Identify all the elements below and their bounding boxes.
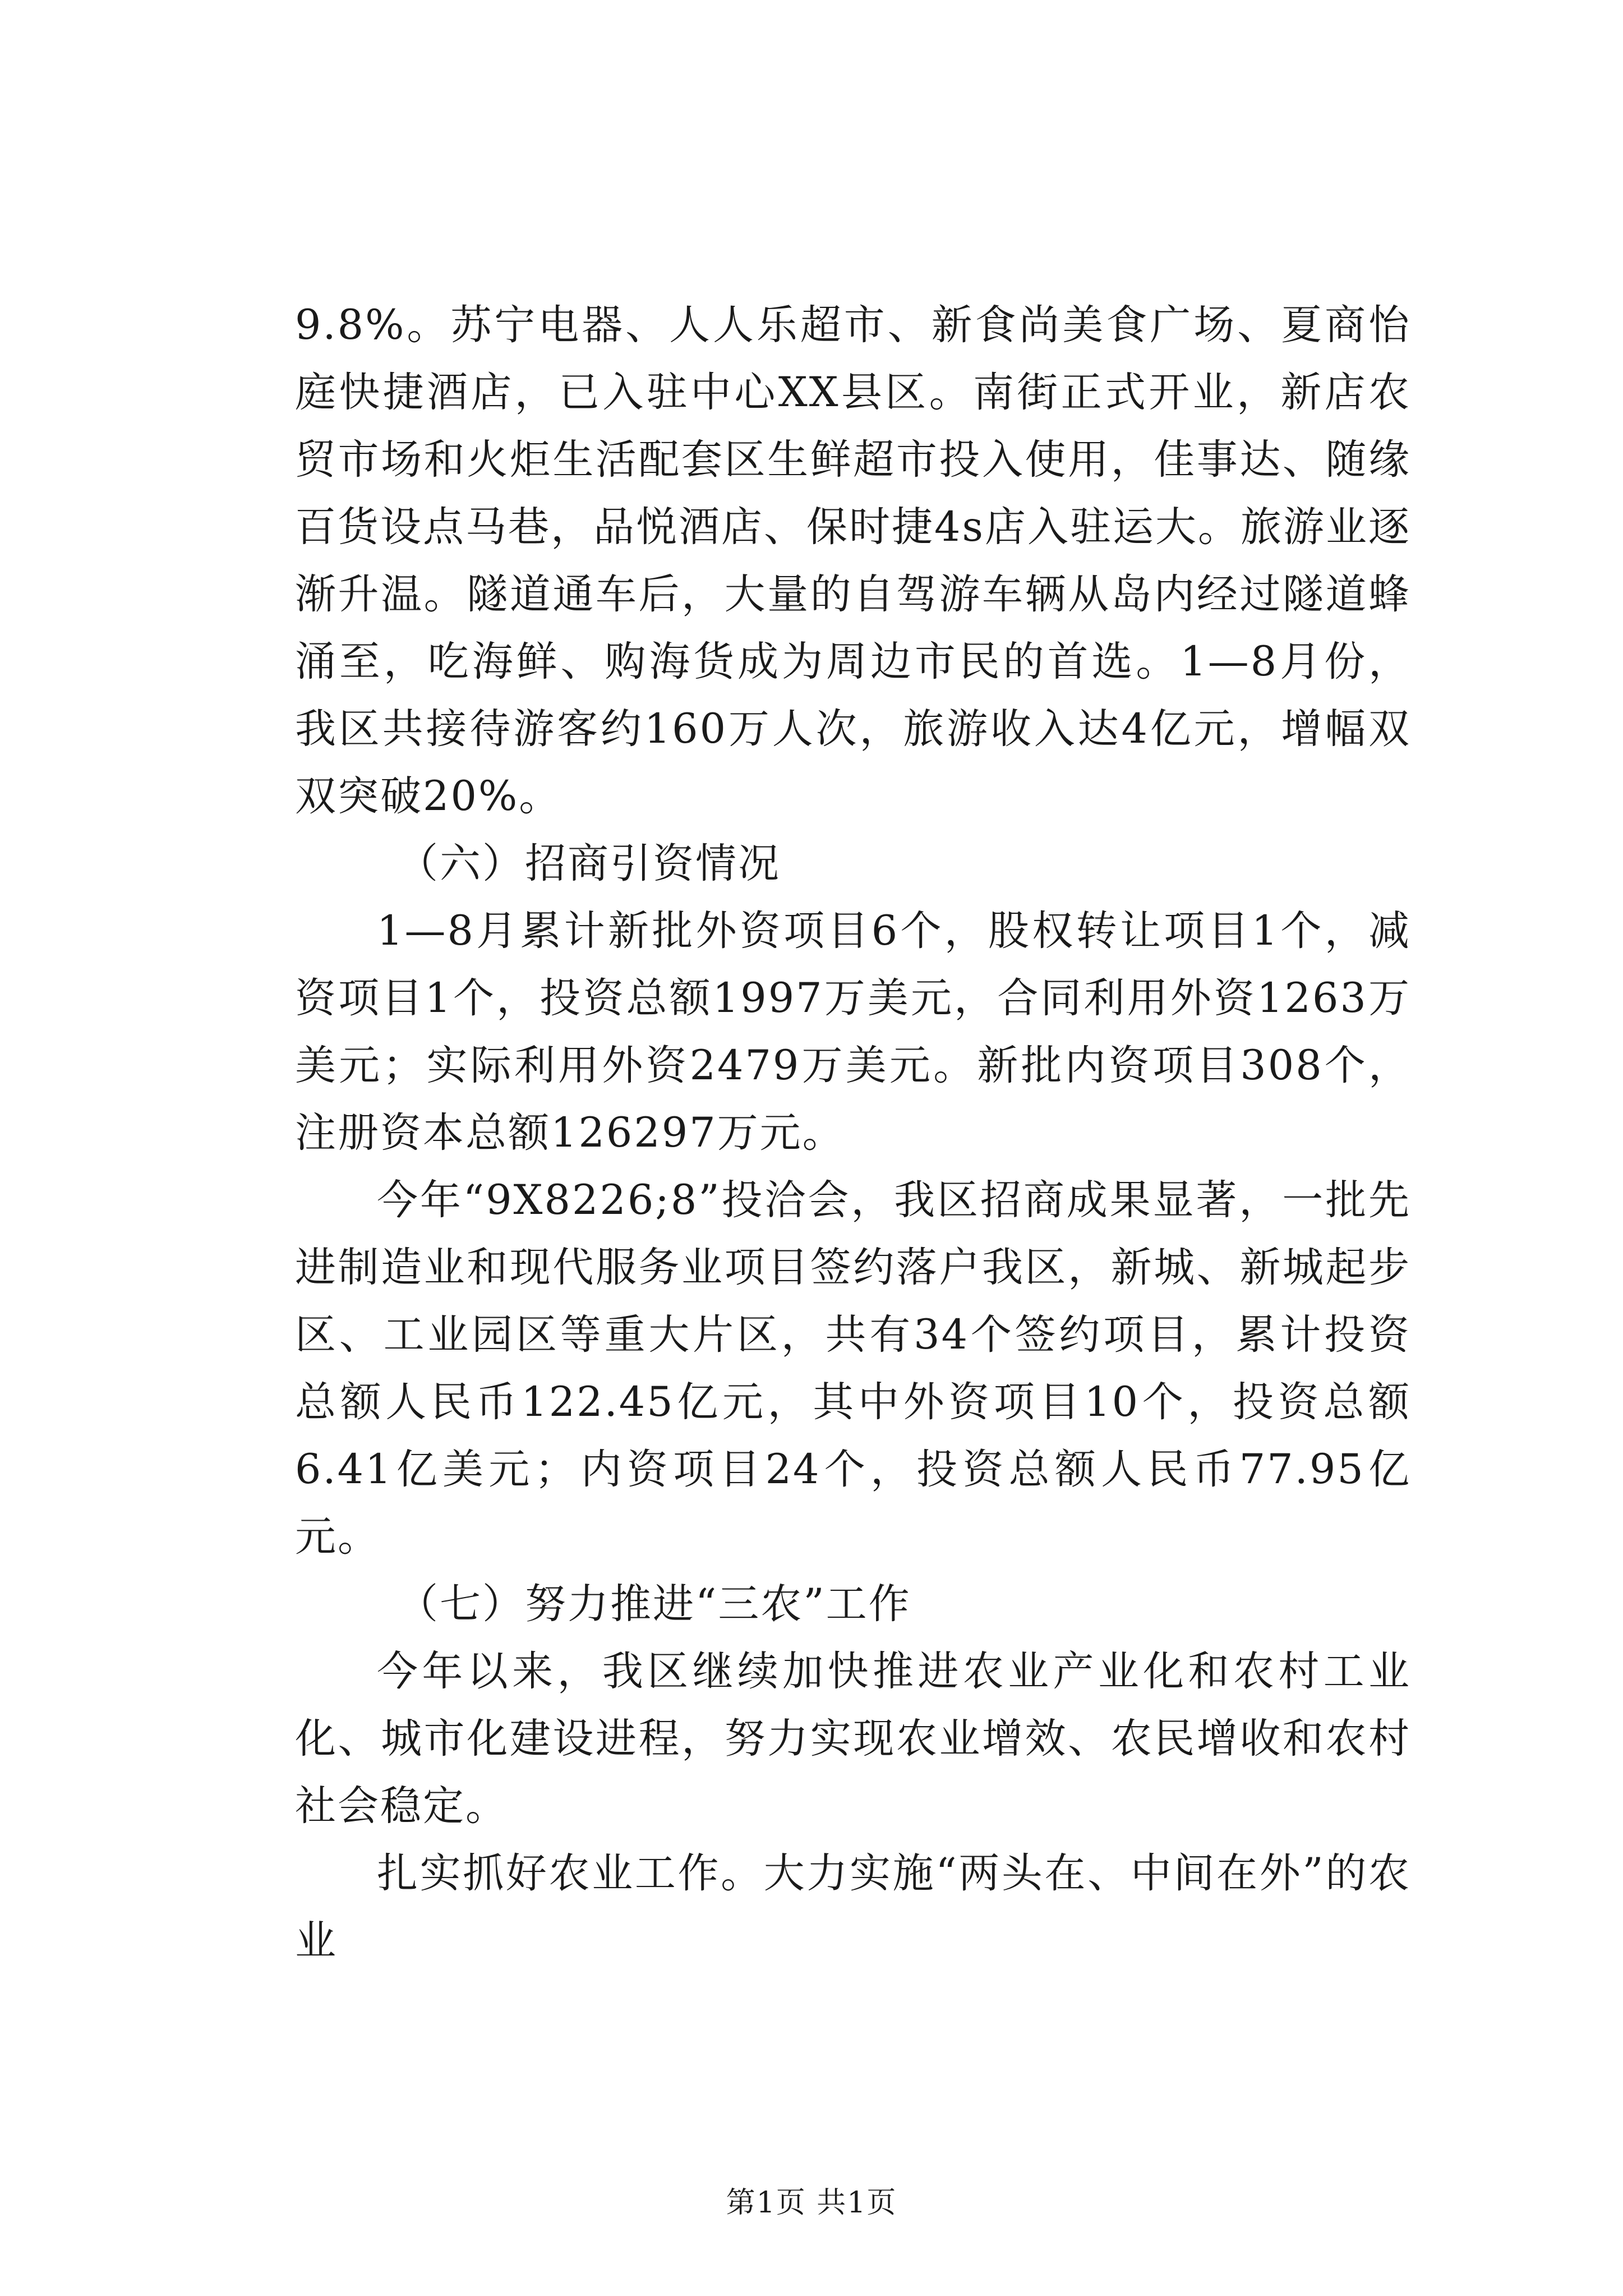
paragraph-rural-development: 今年以来，我区继续加快推进农业产业化和农村工业化、城市化建设进程，努力实现农业增效、农民增收和农村社会稳定。	[295, 1648, 1411, 1830]
paragraph-foreign-investment: 1—8月累计新批外资项目6个，股权转让项目1个，减资项目1个，投资总额1997万美元，合同利用外资1263万美元；实际利用外资2479万美元。新批内资项目308个，注册资本总额126297万元。	[295, 907, 1411, 1157]
section-heading-investment	[295, 830, 1411, 898]
section-heading-text: （七）努力推进“三农”工作	[397, 1580, 911, 1628]
page-footer: 第1页 共1页	[726, 2186, 897, 2220]
section-heading-text: （六）招商引资情况	[397, 840, 781, 887]
paragraph-agriculture-work: 扎实抓好农业工作。大力实施“两头在、中间在外”的农业	[295, 1849, 1411, 1964]
paragraph-trade-fair: 今年“9X8226;8”投洽会，我区招商成果显著，一批先进制造业和现代服务业项目签约落户我区，新城、新城起步区、工业园区等重大片区，共有34个签约项目，累计投资总额人民币122.45亿元，其中外资项目10个，投资总额6.41亿美元；内资项目24个，投资总额人民币77.95亿元。	[295, 1176, 1411, 1561]
section-heading-agriculture	[295, 1571, 1411, 1638]
paragraph-continuation: 9.8%。苏宁电器、人人乐超市、新食尚美食广场、夏商怡庭快捷酒店，已入驻中心XX县区。南街正式开业，新店农贸市场和火炬生活配套区生鲜超市投入使用，佳事达、随缘百货设点马巷，品悦酒店、保时捷4s店入驻运大。旅游业逐渐升温。隧道通车后，大量的自驾游车辆从岛内经过隧道蜂涌至，吃海鲜、购海货成为周边市民的首选。1—8月份，我区共接待游客约160万人次，旅游收入达4亿元，增幅双双突破20%。	[295, 301, 1411, 820]
document-body	[295, 292, 1411, 1975]
